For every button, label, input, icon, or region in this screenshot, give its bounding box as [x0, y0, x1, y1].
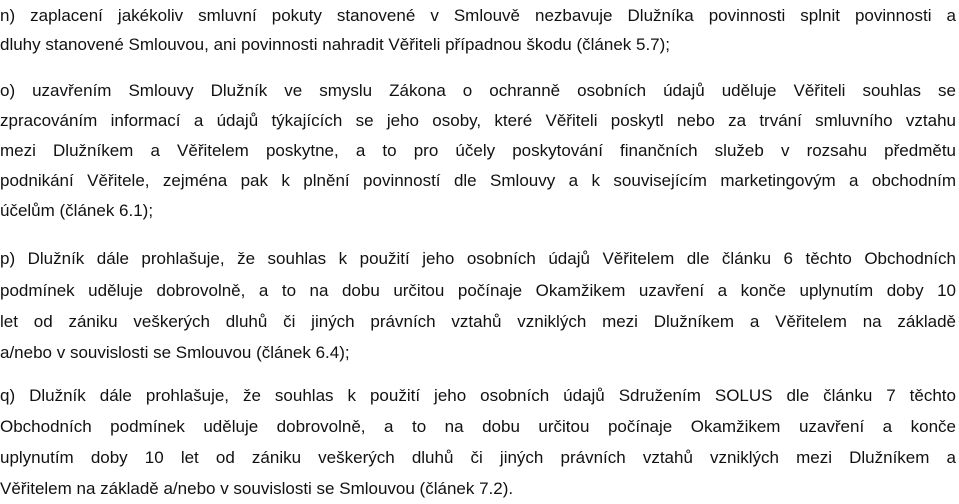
clause-o-line-3: mezi Dlužníkem a Věřitelem poskytne, a to pro účely poskytování finančních služeb v rozsahu předmětu [0, 141, 956, 160]
clause-q-line-4: Věřitelem na základě a/nebo v souvislosti se Smlouvou (článek 7.2). [0, 479, 514, 498]
clause-q-line-2: Obchodních podmínek uděluje dobrovolně, a to na dobu určitou počínaje Okamžikem uzavření a konče [0, 417, 956, 436]
clause-p-line-2: podmínek uděluje dobrovolně, a to na dobu určitou počínaje Okamžikem uzavření a konče uplynutím doby 10 [0, 281, 956, 300]
clause-o-line-1: o) uzavřením Smlouvy Dlužník ve smyslu Zákona o ochranně osobních údajů uděluje Věřiteli souhlas se [0, 81, 956, 100]
clause-q-line-3: uplynutím doby 10 let od zániku veškerých dluhů či jiných právních vztahů vzniklých mezi Dlužníkem a [0, 448, 956, 467]
clause-o-line-4: podnikání Věřitele, zejména pak k plnění povinností dle Smlouvy a k souvisejícím marketingovým a obchodním [0, 171, 956, 190]
clause-p-line-1: p) Dlužník dále prohlašuje, že souhlas k použití jeho osobních údajů Věřitelem dle článku 6 těchto Obchodních [0, 249, 956, 268]
clause-q-line-1: q) Dlužník dále prohlašuje, že souhlas k použití jeho osobních údajů Sdružením SOLUS dle článku 7 těchto [0, 386, 956, 405]
clause-p-line-3: let od zániku veškerých dluhů či jiných právních vztahů vzniklých mezi Dlužníkem a Věřitelem na základě [0, 312, 956, 331]
clause-n-line-2: dluhy stanovené Smlouvou, ani povinnosti nahradit Věřiteli případnou škodu (článek 5.7); [0, 35, 671, 54]
clause-o-line-2: zpracováním informací a údajů týkajících se jeho osoby, které Věřiteli poskytl nebo za trvání smluvního vztahu [0, 111, 956, 130]
clause-o-line-5: účelům (článek 6.1); [0, 201, 154, 220]
clause-p-line-4: a/nebo v souvislosti se Smlouvou (článek 6.4); [0, 343, 350, 362]
clause-n-line-1: n) zaplacení jakékoliv smluvní pokuty stanovené v Smlouvě nezbavuje Dlužníka povinnosti splnit povinnosti a [0, 6, 956, 25]
